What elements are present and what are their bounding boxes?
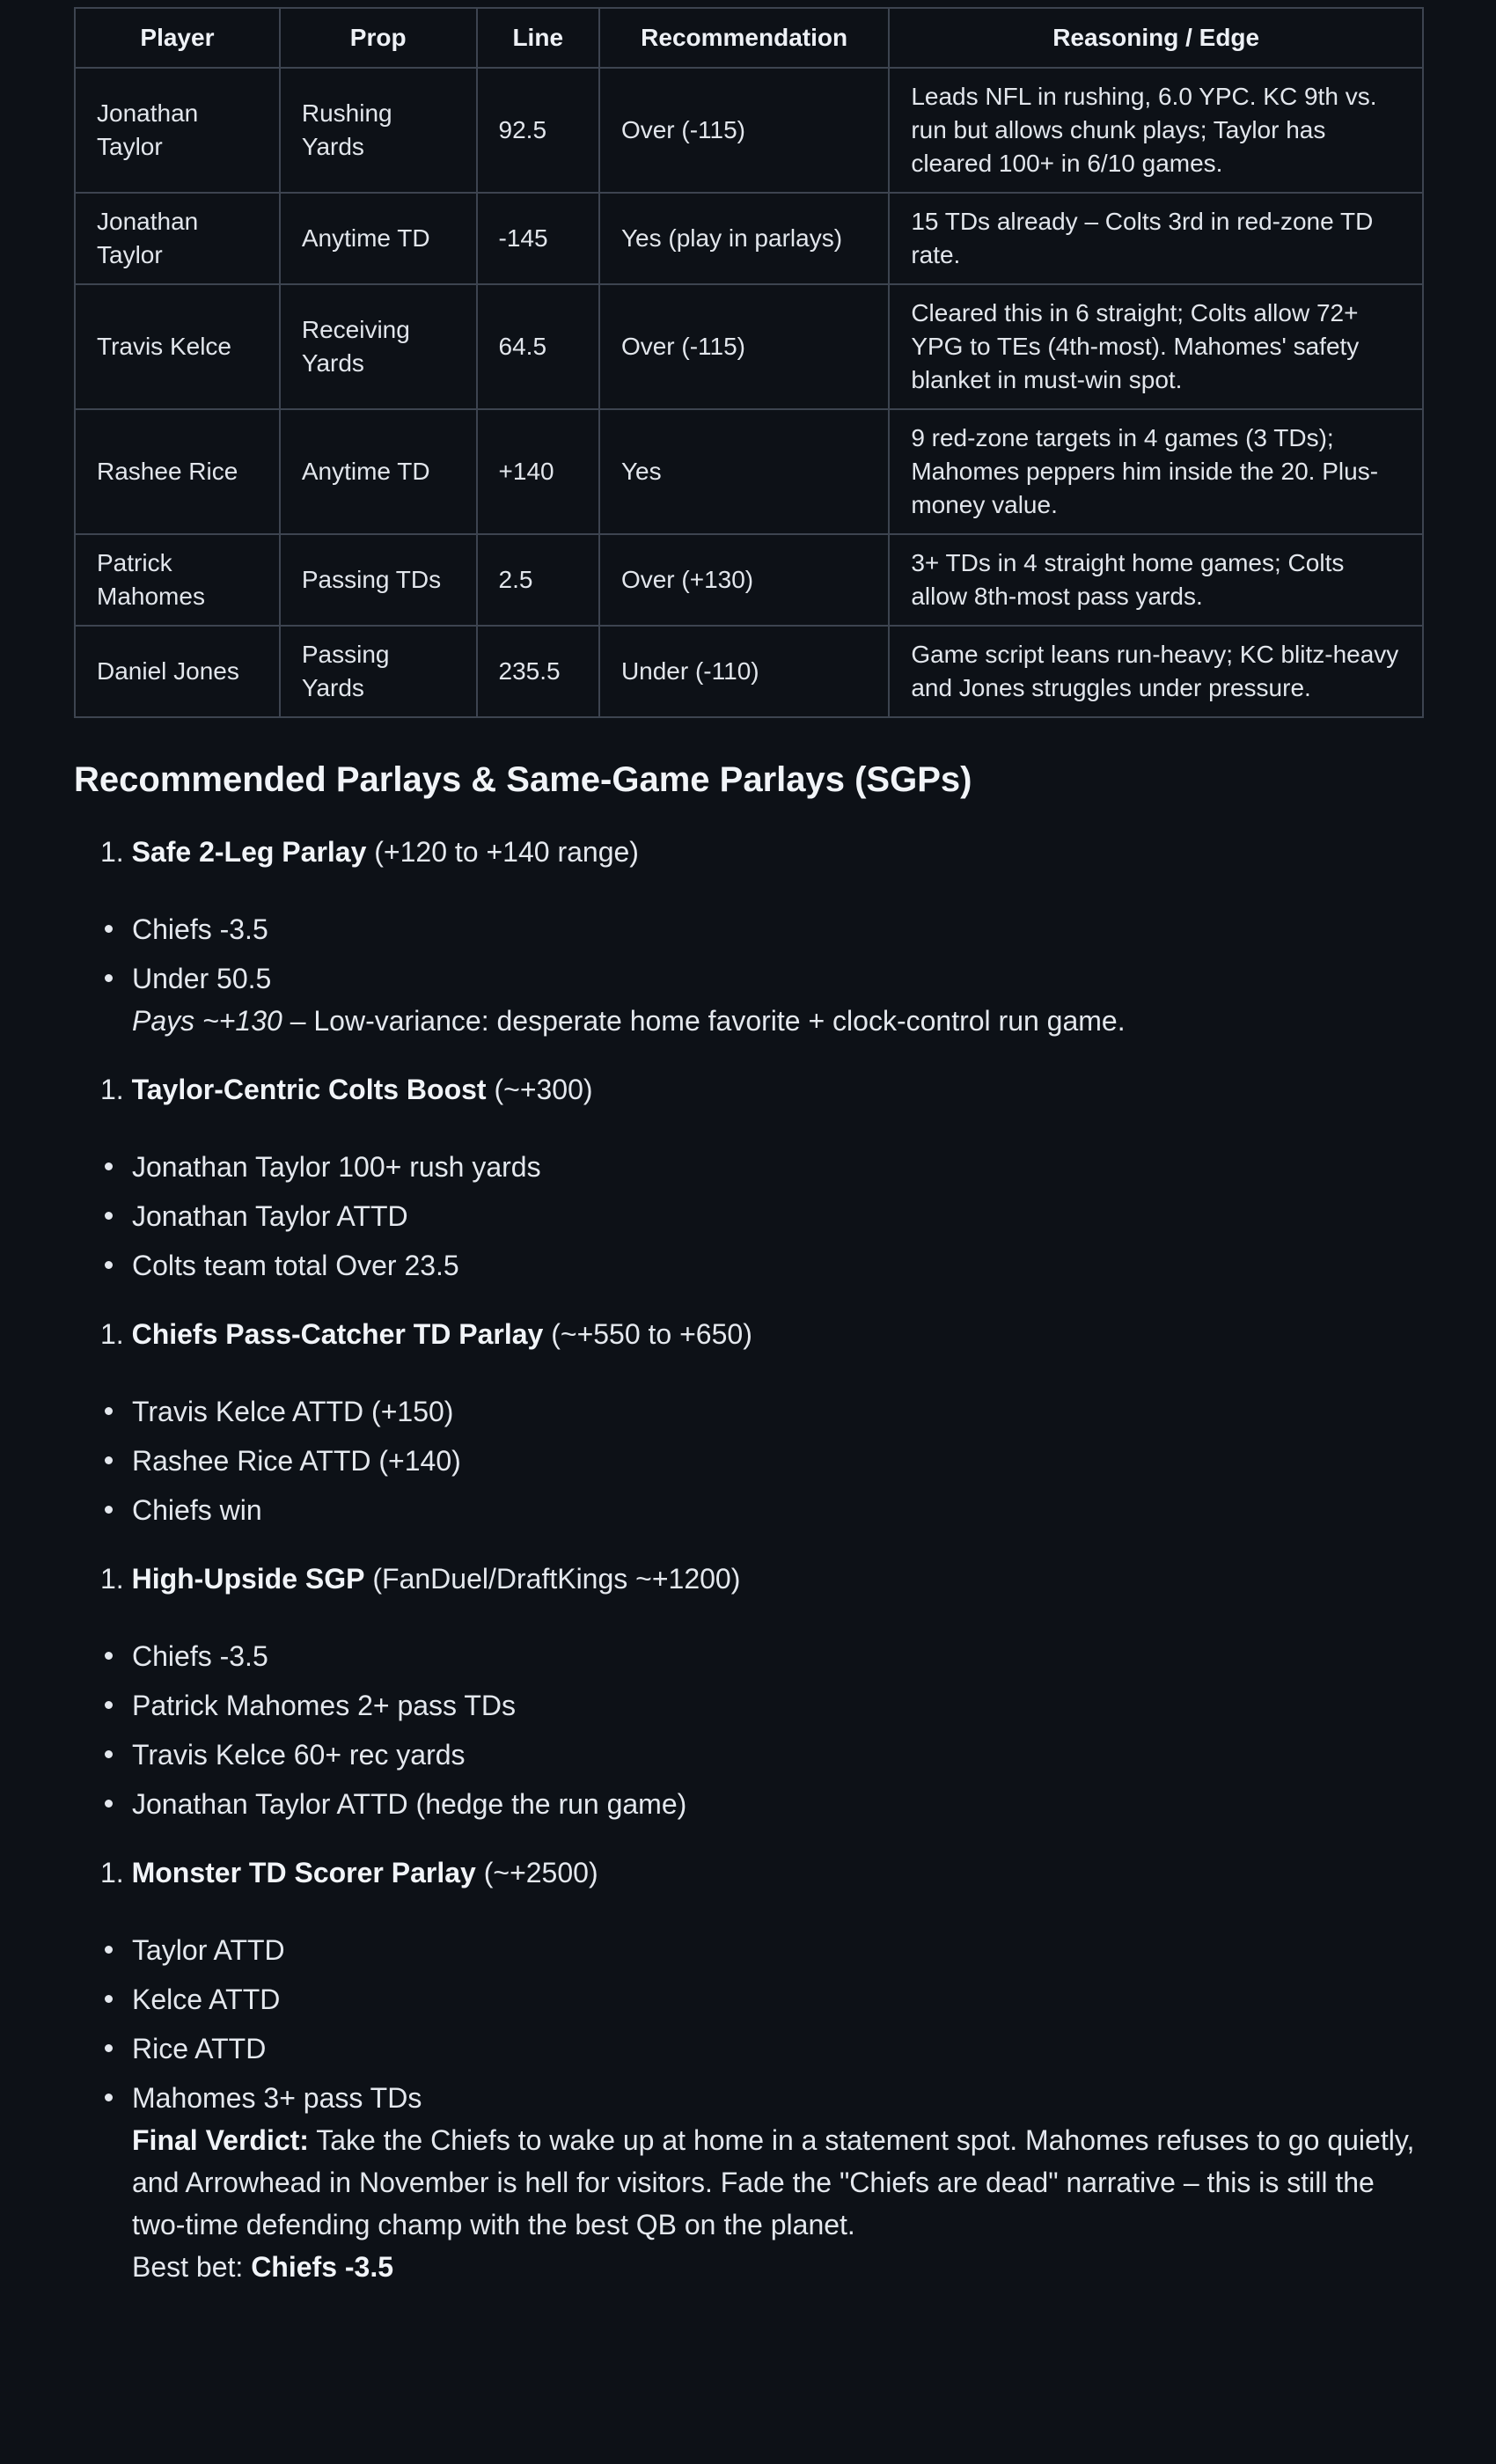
prop-cell: Passing TDs xyxy=(280,534,477,626)
list-item xyxy=(132,1244,1424,1287)
table-row xyxy=(75,534,1423,626)
reasoning-cell: 9 red-zone targets in 4 games (3 TDs); Mahomes peppers him inside the 20. Plus-money value. xyxy=(889,409,1423,534)
parlay-number: 1. xyxy=(100,1074,124,1105)
prop-cell: Anytime TD xyxy=(280,409,477,534)
parlay-name: Monster TD Scorer Parlay xyxy=(131,1857,476,1888)
best-bet-value: Chiefs -3.5 xyxy=(251,2251,394,2283)
player-cell: Travis Kelce xyxy=(75,284,280,409)
table-row xyxy=(75,409,1423,534)
final-verdict xyxy=(132,2119,1424,2246)
leg-text: Rice ATTD xyxy=(132,2033,267,2064)
leg-text: Mahomes 3+ pass TDs xyxy=(132,2082,422,2114)
leg-text: Chiefs -3.5 xyxy=(132,913,268,945)
parlay-legs xyxy=(74,908,1424,1042)
prop-cell: Anytime TD xyxy=(280,193,477,284)
parlay-odds: (~+2500) xyxy=(483,1857,598,1888)
list-item xyxy=(132,1978,1424,2020)
leg-text: Patrick Mahomes 2+ pass TDs xyxy=(132,1690,517,1721)
leg-text: Rashee Rice ATTD (+140) xyxy=(132,1445,461,1477)
line-cell: -145 xyxy=(477,193,599,284)
parlay-odds: (~+550 to +650) xyxy=(551,1318,752,1350)
leg-text: Travis Kelce 60+ rec yards xyxy=(132,1739,466,1771)
parlay-title xyxy=(74,1068,1424,1111)
parlays-heading: Recommended Parlays & Same-Game Parlays (SGPs) xyxy=(74,760,972,799)
header-player: Player xyxy=(75,8,280,68)
list-item xyxy=(132,1734,1424,1776)
player-cell: Rashee Rice xyxy=(75,409,280,534)
final-verdict-text: Take the Chiefs to wake up at home in a statement spot. Mahomes refuses to go quietly, and Arrowhead in November is hell for visitors. Fade the "Chiefs are dead" narrative – this is still the two-time defending champ with the best QB on the planet. xyxy=(132,2124,1415,2240)
leg-text: Jonathan Taylor ATTD (hedge the run game) xyxy=(132,1788,687,1820)
parlay-legs xyxy=(74,1635,1424,1825)
props-table xyxy=(74,7,1424,718)
header-line: Line xyxy=(477,8,599,68)
reasoning-cell: Leads NFL in rushing, 6.0 YPC. KC 9th vs. run but allows chunk plays; Taylor has cleared 100+ in 6/10 games. xyxy=(889,68,1423,193)
prop-cell: Receiving Yards xyxy=(280,284,477,409)
table-header-row xyxy=(75,8,1423,68)
leg-text: Kelce ATTD xyxy=(132,1984,281,2015)
list-item xyxy=(132,908,1424,950)
table-row xyxy=(75,284,1423,409)
list-item xyxy=(132,1929,1424,1971)
line-cell: +140 xyxy=(477,409,599,534)
payout-note: Pays ~+130 xyxy=(132,1005,282,1037)
reasoning-cell: Cleared this in 6 straight; Colts allow 72+ YPG to TEs (4th-most). Mahomes' safety blanket in must-win spot. xyxy=(889,284,1423,409)
parlay-number: 1. xyxy=(100,1857,124,1888)
line-cell: 2.5 xyxy=(477,534,599,626)
table-row xyxy=(75,626,1423,717)
list-item xyxy=(132,2028,1424,2070)
table-row xyxy=(75,68,1423,193)
reasoning-cell: Game script leans run-heavy; KC blitz-heavy and Jones struggles under pressure. xyxy=(889,626,1423,717)
player-cell: Patrick Mahomes xyxy=(75,534,280,626)
parlay-number: 1. xyxy=(100,1563,124,1595)
player-cell: Daniel Jones xyxy=(75,626,280,717)
line-cell: 64.5 xyxy=(477,284,599,409)
parlay-legs xyxy=(74,1146,1424,1287)
list-item xyxy=(132,1440,1424,1482)
leg-text: Jonathan Taylor 100+ rush yards xyxy=(132,1151,541,1183)
parlay-name: Taylor-Centric Colts Boost xyxy=(131,1074,487,1105)
leg-text: Chiefs -3.5 xyxy=(132,1640,268,1672)
recommendation-cell: Over (+130) xyxy=(599,534,889,626)
best-bet xyxy=(132,2246,1424,2288)
prop-cell: Passing Yards xyxy=(280,626,477,717)
reasoning-cell: 3+ TDs in 4 straight home games; Colts allow 8th-most pass yards. xyxy=(889,534,1423,626)
parlay-title xyxy=(74,1558,1424,1600)
parlay-legs xyxy=(74,1929,1424,2288)
parlay-odds: (+120 to +140 range) xyxy=(374,836,639,868)
final-verdict-label: Final Verdict: xyxy=(132,2124,309,2156)
header-prop: Prop xyxy=(280,8,477,68)
header-reasoning: Reasoning / Edge xyxy=(889,8,1423,68)
leg-note xyxy=(132,1000,1424,1042)
line-cell: 235.5 xyxy=(477,626,599,717)
leg-text: Travis Kelce ATTD (+150) xyxy=(132,1396,454,1427)
parlay-name: High-Upside SGP xyxy=(131,1563,365,1595)
player-cell: Jonathan Taylor xyxy=(75,68,280,193)
line-cell: 92.5 xyxy=(477,68,599,193)
recommendation-cell: Over (-115) xyxy=(599,68,889,193)
leg-text: Under 50.5 xyxy=(132,963,272,994)
recommendation-cell: Over (-115) xyxy=(599,284,889,409)
reasoning-cell: 15 TDs already – Colts 3rd in red-zone TD rate. xyxy=(889,193,1423,284)
leg-text: Colts team total Over 23.5 xyxy=(132,1250,459,1281)
parlay-title xyxy=(74,1313,1424,1355)
leg-text: Chiefs win xyxy=(132,1494,262,1526)
recommendation-cell: Yes (play in parlays) xyxy=(599,193,889,284)
parlay-name: Chiefs Pass-Catcher TD Parlay xyxy=(131,1318,544,1350)
list-item xyxy=(132,1635,1424,1677)
recommendation-cell: Under (-110) xyxy=(599,626,889,717)
table-row xyxy=(75,193,1423,284)
list-item xyxy=(132,1783,1424,1825)
parlay-number: 1. xyxy=(100,1318,124,1350)
recommendation-cell: Yes xyxy=(599,409,889,534)
parlay-legs xyxy=(74,1390,1424,1531)
best-bet-label: Best bet: xyxy=(132,2251,252,2283)
list-item xyxy=(132,1146,1424,1188)
parlay-name: Safe 2-Leg Parlay xyxy=(131,836,367,868)
list-item xyxy=(132,1195,1424,1237)
header-recommendation: Recommendation xyxy=(599,8,889,68)
list-item xyxy=(132,1390,1424,1433)
parlay-number: 1. xyxy=(100,836,124,868)
list-item xyxy=(132,1489,1424,1531)
list-item xyxy=(132,957,1424,1042)
list-item xyxy=(132,2077,1424,2288)
leg-text: Taylor ATTD xyxy=(132,1934,285,1966)
leg-text: Jonathan Taylor ATTD xyxy=(132,1200,408,1232)
parlay-odds: (FanDuel/DraftKings ~+1200) xyxy=(372,1563,741,1595)
note-text: – Low-variance: desperate home favorite + clock-control run game. xyxy=(282,1005,1126,1037)
parlay-odds: (~+300) xyxy=(494,1074,593,1105)
player-cell: Jonathan Taylor xyxy=(75,193,280,284)
parlay-title xyxy=(74,831,1424,873)
parlay-title xyxy=(74,1852,1424,1894)
prop-cell: Rushing Yards xyxy=(280,68,477,193)
list-item xyxy=(132,1684,1424,1727)
